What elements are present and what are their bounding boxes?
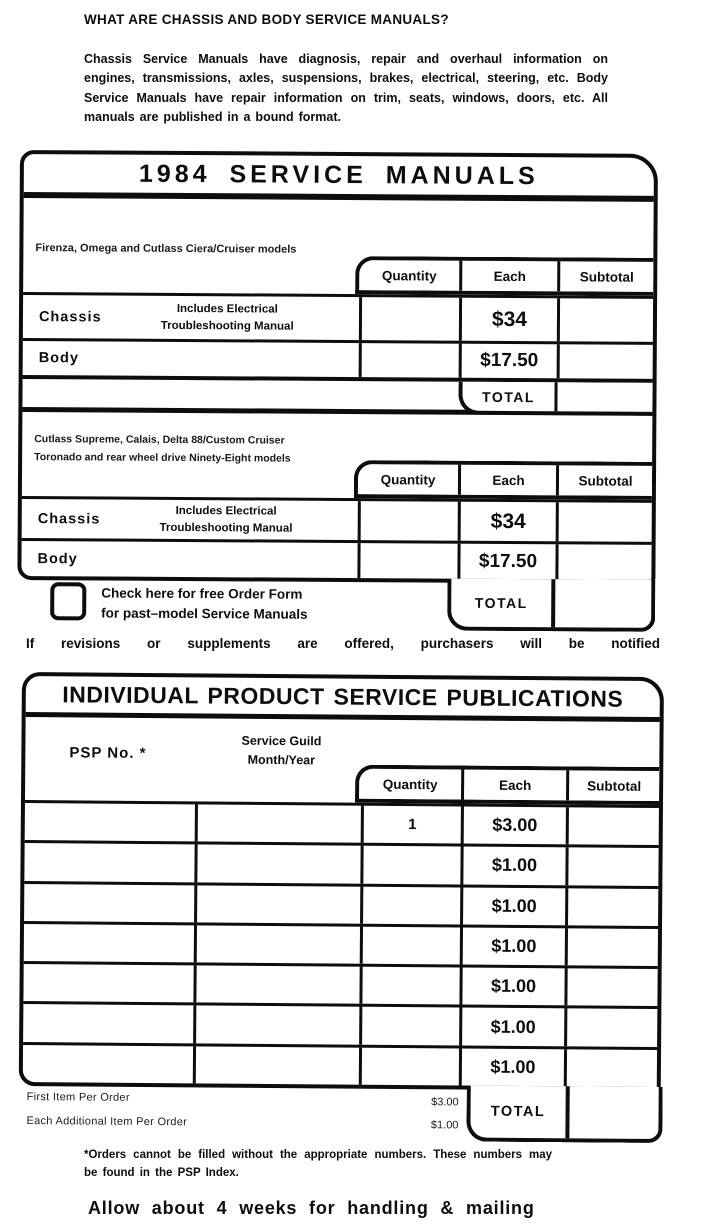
section2-column-headers bbox=[354, 460, 652, 500]
each-price: $1.00 bbox=[459, 968, 564, 1006]
quantity-field[interactable] bbox=[360, 886, 460, 924]
mailing-note: Allow about 4 weeks for handling & mailing bbox=[88, 1198, 535, 1218]
subtotal-field[interactable] bbox=[566, 807, 659, 845]
table-row bbox=[23, 292, 653, 342]
total-label: TOTAL bbox=[462, 382, 557, 412]
quantity-column-header: Quantity bbox=[381, 267, 437, 284]
body-label: Body bbox=[37, 550, 78, 567]
psp-column-headers bbox=[355, 765, 659, 805]
each-price: $1.00 bbox=[459, 1008, 564, 1046]
table-row bbox=[22, 496, 652, 542]
subtotal-column-header: Subtotal bbox=[557, 261, 653, 292]
section1-total-tab bbox=[458, 382, 652, 416]
subtotal-field[interactable] bbox=[565, 848, 658, 886]
free-order-form-checkbox-row bbox=[50, 582, 308, 624]
chassis-item-cell bbox=[23, 295, 359, 340]
body-label: Body bbox=[38, 350, 80, 367]
month-year-field[interactable] bbox=[193, 1006, 359, 1045]
chassis-note-line1: Includes Electrical bbox=[176, 303, 278, 316]
subtotal-field[interactable] bbox=[565, 888, 658, 926]
chassis-note bbox=[102, 301, 360, 335]
section1-body-subtotal-field[interactable] bbox=[557, 344, 653, 379]
psp-table bbox=[19, 672, 664, 1091]
month-year-field[interactable] bbox=[194, 885, 360, 924]
service-guild-line2: Month/Year bbox=[247, 752, 316, 768]
each-column-header: Each bbox=[459, 261, 557, 292]
section1-body-price: $17.50 bbox=[459, 344, 557, 379]
section2-chassis-price: $34 bbox=[458, 502, 556, 542]
psp-number-column-header: PSP No. * bbox=[69, 744, 147, 762]
section1-chassis-quantity-field[interactable] bbox=[359, 297, 459, 341]
section1-total-field[interactable] bbox=[557, 382, 652, 412]
month-year-field[interactable] bbox=[194, 925, 360, 964]
service-manuals-section bbox=[17, 150, 670, 649]
each-price: $1.00 bbox=[460, 887, 565, 925]
service-manuals-title: 1984 SERVICE MANUALS bbox=[24, 154, 654, 202]
psp-section bbox=[18, 672, 677, 1157]
free-order-form-checkbox[interactable] bbox=[50, 582, 86, 620]
orders-footnote: *Orders cannot be filled without the appropriate numbers. These numbers may be found in the PSP Index. bbox=[84, 1149, 552, 1180]
psp-number-field[interactable] bbox=[24, 924, 194, 963]
psp-number-field[interactable] bbox=[23, 1045, 193, 1084]
table-row bbox=[25, 800, 659, 845]
intro-paragraph: Chassis Service Manuals have diagnosis, repair and overhaul information on engines, transmissions, axles, suspensions, brakes, electrical, steering, etc. Body Service Manuals have repair information on trim, seats, windows, doors, etc. All manuals are published in a bound format. bbox=[84, 52, 608, 125]
section2-total-field[interactable] bbox=[555, 579, 651, 628]
quantity-field[interactable] bbox=[359, 967, 459, 1005]
each-price: $1.00 bbox=[460, 927, 565, 965]
service-manuals-table bbox=[17, 150, 658, 584]
table-row bbox=[23, 961, 657, 1006]
section2-models-line1: Cutlass Supreme, Calais, Delta 88/Custom Cruiser bbox=[34, 433, 285, 447]
month-year-field[interactable] bbox=[193, 1046, 359, 1085]
each-price: $1.00 bbox=[459, 1048, 564, 1086]
table-row bbox=[23, 338, 653, 379]
table-row bbox=[23, 1001, 657, 1046]
quantity-field[interactable]: 1 bbox=[361, 806, 461, 844]
section2-chassis-quantity-field[interactable] bbox=[358, 501, 458, 541]
section2-body-quantity-field[interactable] bbox=[357, 543, 457, 579]
each-price: $1.00 bbox=[460, 847, 565, 885]
quantity-column-header: Quantity bbox=[382, 776, 438, 792]
table-row bbox=[24, 881, 658, 926]
each-price: $3.00 bbox=[461, 806, 566, 844]
section2-models-line2: Toronado and rear wheel drive Ninety-Eight models bbox=[34, 451, 291, 466]
section1-chassis-subtotal-field[interactable] bbox=[557, 298, 653, 342]
body-item-cell bbox=[23, 341, 359, 377]
psp-title: INDIVIDUAL PRODUCT SERVICE PUBLICATIONS bbox=[26, 676, 660, 722]
quantity-column-header: Quantity bbox=[380, 471, 436, 488]
chassis-label: Chassis bbox=[37, 510, 101, 527]
section1-chassis-price: $34 bbox=[459, 298, 557, 342]
body-item-cell bbox=[21, 541, 357, 578]
checkbox-label-line1: Check here for free Order Form bbox=[101, 585, 303, 602]
table-row bbox=[21, 538, 651, 580]
psp-rows bbox=[23, 800, 659, 1087]
checkbox-label-line2: for past–model Service Manuals bbox=[101, 605, 308, 622]
psp-number-field[interactable] bbox=[23, 1004, 193, 1043]
chassis-label: Chassis bbox=[38, 308, 102, 326]
section2-chassis-subtotal-field[interactable] bbox=[556, 502, 652, 542]
month-year-field[interactable] bbox=[193, 965, 359, 1004]
subtotal-field[interactable] bbox=[564, 1049, 657, 1087]
psp-total-tab bbox=[466, 1086, 662, 1144]
first-item-fee-price: $3.00 bbox=[431, 1096, 459, 1109]
psp-number-field[interactable] bbox=[23, 964, 193, 1003]
additional-item-fee-label: Each Additional Item Per Order bbox=[26, 1115, 188, 1129]
chassis-item-cell bbox=[22, 499, 358, 540]
subtotal-column-header: Subtotal bbox=[566, 770, 659, 801]
chassis-note-line1: Includes Electrical bbox=[175, 505, 277, 518]
free-order-form-checkbox-label bbox=[101, 583, 308, 624]
chassis-note bbox=[100, 503, 358, 537]
quantity-field[interactable] bbox=[360, 927, 460, 965]
section1-models-text: Firenza, Omega and Cutlass Ciera/Cruiser models bbox=[35, 242, 297, 256]
quantity-field[interactable] bbox=[360, 846, 460, 884]
table-row bbox=[23, 1042, 657, 1087]
psp-number-field[interactable] bbox=[24, 884, 194, 923]
each-column-header: Each bbox=[461, 769, 566, 800]
section1-body-quantity-field[interactable] bbox=[359, 343, 459, 378]
service-guild-column-header bbox=[203, 731, 359, 770]
psp-number-field[interactable] bbox=[24, 843, 194, 882]
section2-models-text bbox=[34, 430, 291, 468]
month-year-field[interactable] bbox=[194, 845, 360, 884]
chassis-note-line2: Troubleshooting Manual bbox=[160, 319, 294, 333]
psp-number-field[interactable] bbox=[25, 803, 195, 842]
section2-body-price: $17.50 bbox=[457, 544, 555, 580]
subtotal-field[interactable] bbox=[564, 968, 657, 1006]
quantity-field[interactable] bbox=[359, 1007, 459, 1045]
each-column-header: Each bbox=[458, 465, 556, 496]
section2-body-subtotal-field[interactable] bbox=[555, 544, 651, 580]
section1-column-headers bbox=[355, 256, 653, 296]
revisions-note: If revisions or supplements are offered, purchasers will be notified bbox=[26, 636, 660, 651]
section1-total-row bbox=[22, 375, 652, 416]
quantity-field[interactable] bbox=[359, 1047, 459, 1085]
page-title: WHAT ARE CHASSIS AND BODY SERVICE MANUALS? bbox=[84, 12, 449, 27]
first-item-fee-label: First Item Per Order bbox=[26, 1091, 130, 1104]
table-row bbox=[24, 921, 658, 966]
subtotal-field[interactable] bbox=[565, 928, 658, 966]
additional-item-fee-price: $1.00 bbox=[430, 1119, 459, 1132]
total-label: TOTAL bbox=[470, 1086, 569, 1139]
chassis-note-line2: Troubleshooting Manual bbox=[159, 521, 293, 535]
total-label: TOTAL bbox=[451, 579, 555, 628]
psp-total-field[interactable] bbox=[569, 1086, 658, 1139]
section2-total-tab bbox=[447, 579, 655, 632]
subtotal-field[interactable] bbox=[564, 1009, 657, 1047]
month-year-field[interactable] bbox=[195, 804, 361, 843]
subtotal-column-header: Subtotal bbox=[556, 465, 652, 496]
table-row bbox=[24, 840, 658, 885]
service-guild-line1: Service Guild bbox=[241, 733, 322, 749]
